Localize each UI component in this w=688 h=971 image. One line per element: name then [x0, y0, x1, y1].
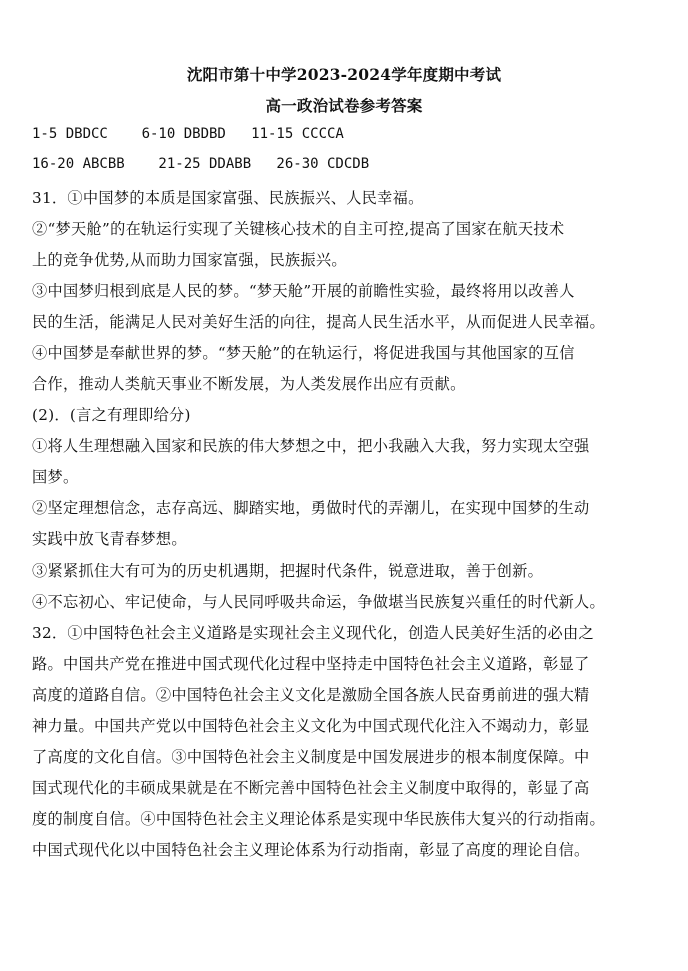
q32-line: 路。中国共产党在推进中国式现代化过程中坚持走中国特色社会主义道路，彰显了	[32, 655, 590, 673]
answer-key-row-1: 1-5 DBDCC 6-10 DBDBD 11-15 CCCCA	[32, 126, 344, 142]
q31-part-2-heading: (2)．(言之有理即给分)	[32, 406, 191, 424]
q31-line: ④中国梦是奉献世界的梦。“梦天舱”的在轨运行，将促进我国与其他国家的互信	[32, 344, 575, 362]
q31-line: ③中国梦归根到底是人民的梦。“梦天舱”开展的前瞻性实验，最终将用以改善人	[32, 282, 575, 300]
q31-line: ②“梦天舱”的在轨运行实现了关键核心技术的自主可控,提高了国家在航天技术	[32, 220, 565, 238]
q31-line: 上的竞争优势,从而助力国家富强，民族振兴。	[32, 251, 347, 269]
q31-line: 国梦。	[32, 468, 79, 486]
q32-line: 国式现代化的丰硕成果就是在不断完善中国特色社会主义制度中取得的，彰显了高	[32, 779, 590, 797]
q32-line: 度的制度自信。④中国特色社会主义理论体系是实现中华民族伟大复兴的行动指南。	[32, 810, 606, 828]
q32-line: 中国式现代化以中国特色社会主义理论体系为行动指南，彰显了高度的理论自信。	[32, 841, 590, 859]
q31-line: 民的生活，能满足人民对美好生活的向往，提高人民生活水平，从而促进人民幸福。	[32, 313, 606, 331]
q32-line: 高度的道路自信。②中国特色社会主义文化是激励全国各族人民奋勇前进的强大精	[32, 686, 590, 704]
q32-line: 神力量。中国共产党以中国特色社会主义文化为中国式现代化注入不竭动力，彰显	[32, 717, 590, 735]
q31-line: 31．①中国梦的本质是国家富强、民族振兴、人民幸福。	[32, 189, 424, 207]
document-subtitle: 高一政治试卷参考答案	[265, 96, 423, 115]
q31-line: 合作，推动人类航天事业不断发展，为人类发展作出应有贡献。	[32, 375, 466, 393]
q32-line: 32．①中国特色社会主义道路是实现社会主义现代化，创造人民美好生活的必由之	[32, 624, 594, 642]
q31-line: ①将人生理想融入国家和民族的伟大梦想之中，把小我融入大我，努力实现太空强	[32, 437, 590, 455]
document-title: 沈阳市第十中学2023-2024学年度期中考试	[186, 65, 502, 84]
q32-line: 了高度的文化自信。③中国特色社会主义制度是中国发展进步的根本制度保障。中	[32, 748, 590, 766]
q31-line: 实践中放飞青春梦想。	[32, 530, 187, 548]
answer-key-row-2: 16-20 ABCBB 21-25 DDABB 26-30 CDCDB	[32, 156, 370, 172]
q31-line: ④不忘初心、牢记使命，与人民同呼吸共命运，争做堪当民族复兴重任的时代新人。	[32, 593, 606, 611]
q31-line: ③紧紧抓住大有可为的历史机遇期，把握时代条件，锐意进取，善于创新。	[32, 562, 544, 580]
q31-line: ②坚定理想信念，志存高远、脚踏实地，勇做时代的弄潮儿，在实现中国梦的生动	[32, 499, 590, 517]
